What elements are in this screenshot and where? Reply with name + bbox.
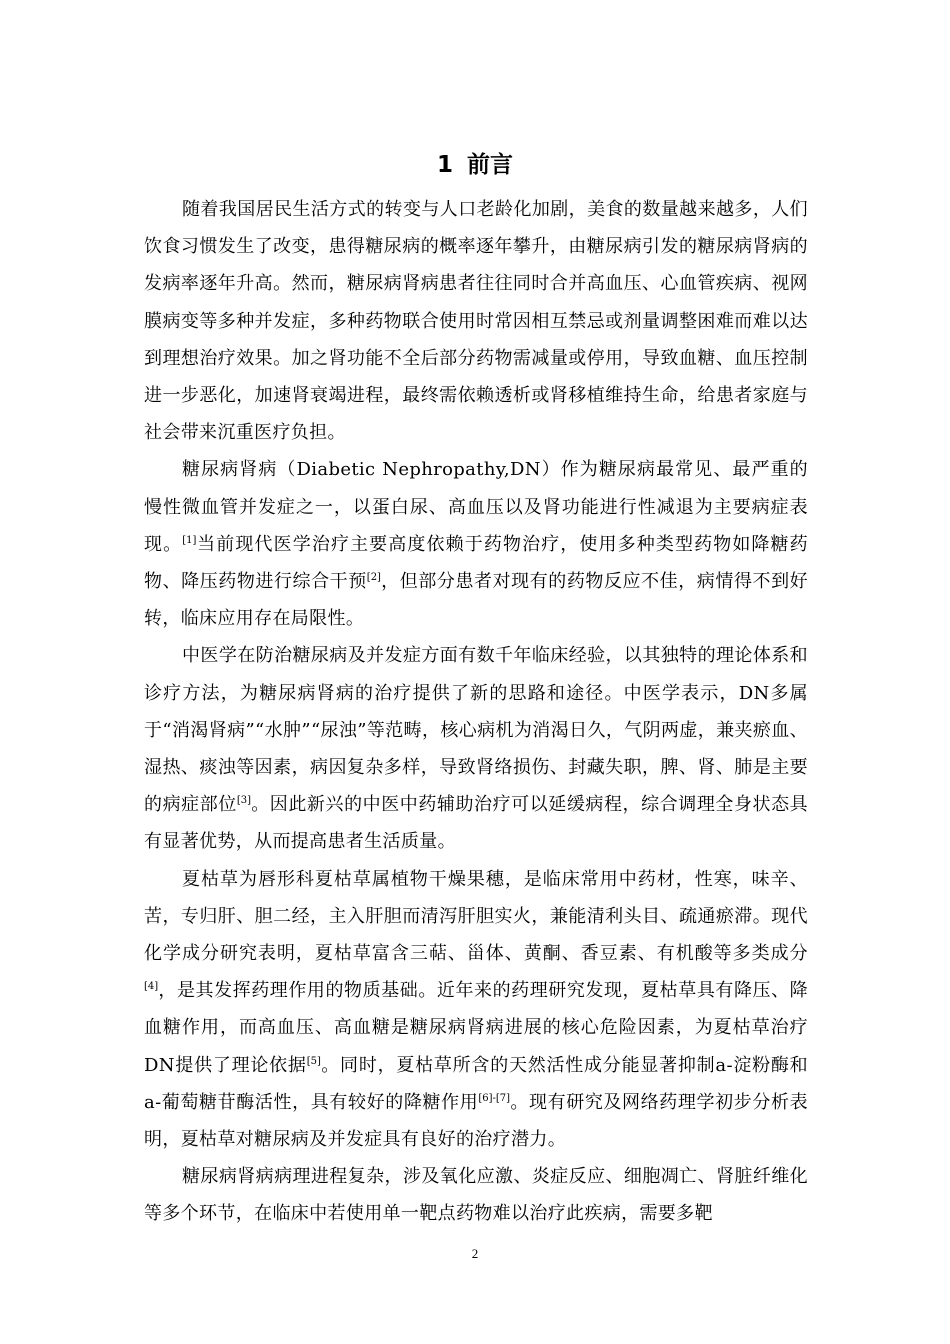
paragraph-text: 。因此新兴的中医中药辅助治疗可以延缓病程，综合调理全身状态具有显著优势，从而提高患者生活质量。 <box>144 794 809 853</box>
citation-ref: [2] <box>366 572 381 584</box>
citation-ref: [4] <box>144 981 159 993</box>
citation-ref: [6]-[7] <box>478 1092 511 1104</box>
paragraph-text: 糖尿病肾病病理进程复杂，涉及氧化应激、炎症反应、细胞凋亡、肾脏纤维化等多个环节，在临床中若使用单一靶点药物难以治疗此疾病，需要多靶 <box>144 1166 808 1225</box>
paragraph-3 <box>144 637 808 860</box>
paragraph-4 <box>144 861 808 1159</box>
citation-ref: [1] <box>182 534 197 546</box>
paragraph-text: 中医学在防治糖尿病及并发症方面有数千年临床经验，以其独特的理论体系和诊疗方法，为糖尿病肾病的治疗提供了新的思路和途径。中医学表示，DN多属于“消渴肾病”“水肿”“尿浊”等范畴，核心病机为消渴日久，气阴两虚，兼夹瘀血、湿热、痰浊等因素，病因复杂多样，导致肾络损伤、封藏失职，脾、肾、肺是主要的病症部位 <box>144 645 808 816</box>
citation-ref: [5] <box>306 1055 321 1067</box>
paragraph-1 <box>144 191 808 451</box>
section-number: 1 <box>436 152 453 179</box>
page-number: 2 <box>471 1246 479 1261</box>
paragraph-text: 。同时，夏枯草所含的天然活性成分能显著抑制a-淀粉酶和a-葡萄糖苷酶活性，具有较好的降糖作用 <box>144 1054 808 1113</box>
paragraph-text: 糖尿病肾病（Diabetic Nephropathy,DN）作为糖尿病最常见、最严重的慢性微血管并发症之一，以蛋白尿、高血压以及肾功能进行性减退为主要病症表现。 <box>144 459 808 555</box>
paragraph-5 <box>144 1158 808 1232</box>
paragraph-text: 随着我国居民生活方式的转变与人口老龄化加剧，美食的数量越来越多，人们饮食习惯发生了改变，患得糖尿病的概率逐年攀升，由糖尿病引发的糖尿病肾病的发病率逐年升高。然而，糖尿病肾病患者往往同时合并高血压、心血管疾病、视网膜病变等多种并发症，多种药物联合使用时常因相互禁忌或剂量调整困难而难以达到理想治疗效果。加之肾功能不全后部分药物需减量或停用，导致血糖、血压控制进一步恶化，加速肾衰竭进程，最终需依赖透析或肾移植维持生命，给患者家庭与社会带来沉重医疗负担。 <box>144 199 808 444</box>
paragraph-text: ，但部分患者对现有的药物反应不佳，病情得不到好转，临床应用存在局限性。 <box>144 571 808 630</box>
paragraph-text: 当前现代医学治疗主要高度依赖于药物治疗，使用多种类型药物如降糖药物、降压药物进行综合干预 <box>144 533 808 593</box>
paragraph-text: 。现有研究及网络药理学初步分析表明，夏枯草对糖尿病及并发症具有良好的治疗潜力。 <box>144 1091 808 1151</box>
paragraph-2 <box>144 451 808 637</box>
section-title: 前言 <box>467 152 513 179</box>
paragraph-text: 夏枯草为唇形科夏枯草属植物干燥果穗，是临床常用中药材，性寒，味辛、苦，专归肝、胆二经，主入肝胆而清泻肝胆实火，兼能清利头目、疏通瘀滞。现代化学成分研究表明，夏枯草富含三萜、甾体、黄酮、香豆素、有机酸等多类成分 <box>144 868 808 965</box>
paragraph-text: ，是其发挥药理作用的物质基础。近年来的药理研究发现，夏枯草具有降压、降血糖作用，而高血压、高血糖是糖尿病肾病进展的核心危险因素，为夏枯草治疗DN提供了理论依据 <box>144 980 808 1076</box>
section-heading <box>0 148 950 182</box>
body-text <box>144 191 808 1233</box>
citation-ref: [3] <box>236 795 252 807</box>
